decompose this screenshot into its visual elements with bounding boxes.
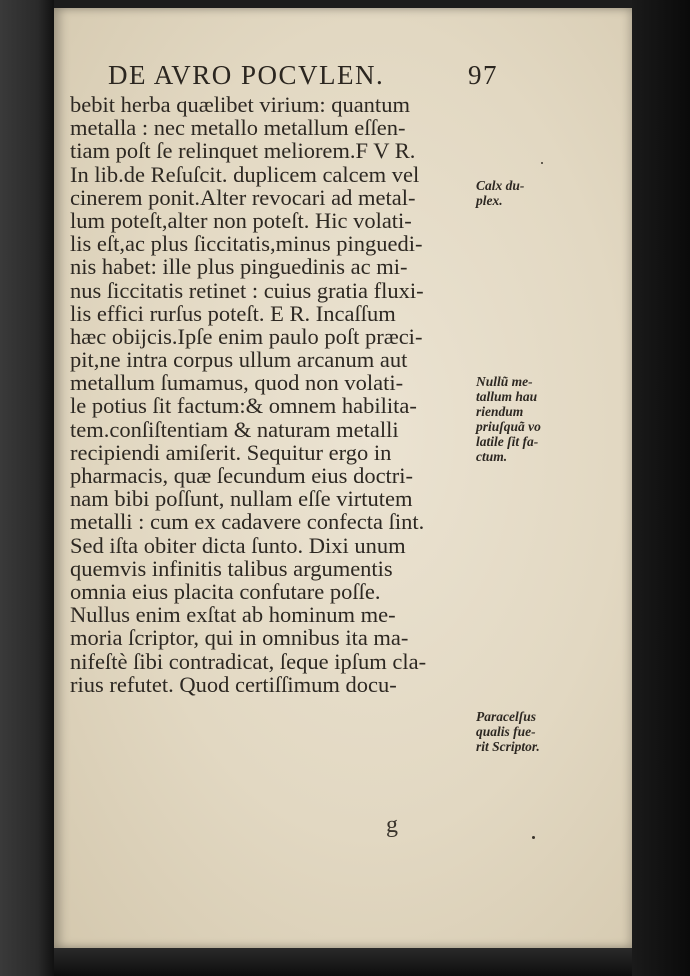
text-line: metalli : cum ex cadavere confecta ſint. <box>70 509 425 535</box>
body-text <box>70 93 475 696</box>
running-header <box>108 60 498 91</box>
text-line: nam bibi poſſunt, nullam eſſe virtutem <box>70 486 413 512</box>
page-number: 97 <box>468 60 498 90</box>
margin-note-line: ctum. <box>476 449 508 464</box>
ink-speck <box>532 836 535 839</box>
scan-border-left <box>0 0 54 976</box>
text-line: Nullus enim exſtat ab hominum me- <box>70 602 396 628</box>
text-line: hæc obijcis.Ipſe enim paulo poſt præci- <box>70 323 423 349</box>
text-line: nis habet: ille plus pinguedinis ac mi- <box>70 254 408 280</box>
text-line: Sed iſta obiter dicta ſunto. Dixi unum <box>70 532 406 558</box>
text-line: pharmacis, quæ ſecundum eius doctri- <box>70 463 414 488</box>
text-line: bebit herba quælibet virium: quantum <box>70 92 410 117</box>
text-line: lis eſt,ac plus ſiccitatis,minus pinguedi- <box>70 231 423 257</box>
margin-note-calx-duplex <box>476 178 524 208</box>
text-line: cinerem ponit.Alter revocari ad metal- <box>70 184 416 210</box>
scan-border-right <box>632 0 690 976</box>
signature-mark: g <box>386 812 398 838</box>
margin-note-line: riendum <box>476 404 524 419</box>
text-line: quemvis infinitis talibus argumentis <box>70 555 393 581</box>
text-line: recipiendi amiſerit. Sequitur ergo in <box>70 439 392 465</box>
text-line: nifeſtè ſibi contradicat, ſeque ipſum cla- <box>70 648 427 674</box>
text-line: nus ſiccitatis retinet : cuius gratia fluxi- <box>70 277 424 303</box>
text-line: metalla : nec metallo metallum eſſen- <box>70 115 406 141</box>
margin-note-paracelsus <box>476 709 540 754</box>
text-line: pit,ne intra corpus ullum arcanum aut <box>70 347 408 373</box>
margin-note-line: tallum hau <box>476 389 538 404</box>
text-line: lis effici rurſus poteſt. E R. Incaſſum <box>70 300 396 326</box>
text-line: le potius ſit factum:& omnem habilita- <box>70 393 417 419</box>
text-line: moria ſcriptor, qui in omnibus ita ma- <box>70 625 409 651</box>
text-line: metallum ſumamus, quod non volati- <box>70 370 404 396</box>
margin-note-line: rit Scriptor. <box>476 739 540 754</box>
margin-note-line: priuſquã vo <box>476 419 541 434</box>
text-line: tem.conſiſtentiam & naturam metalli <box>70 416 399 442</box>
text-line: rius refutet. Quod certiſſimum docu- <box>70 671 397 697</box>
text-line: lum poteſt,alter non poteſt. Hic volati- <box>70 207 412 233</box>
margin-note-line: Calx du- <box>476 178 525 193</box>
margin-note-nullum-metallum <box>476 374 541 464</box>
text-line: omnia eius placita confutare poſſe. <box>70 578 381 604</box>
ink-speck <box>541 162 543 164</box>
margin-note-line: Nullũ me- <box>476 374 533 389</box>
text-line: In lib.de Reſuſcit. duplicem calcem vel <box>70 161 420 187</box>
margin-note-line: latile ſit fa- <box>476 434 539 449</box>
margin-note-line: qualis fue- <box>476 724 536 739</box>
text-line: tiam poſt ſe relinquet meliorem.F V R. <box>70 138 416 164</box>
scan-border-bottom <box>54 948 632 976</box>
scan-border-top <box>54 0 632 8</box>
margin-note-line: Paracelſus <box>476 709 536 724</box>
margin-note-line: plex. <box>476 193 503 208</box>
running-title: DE AVRO POCVLEN. <box>108 60 385 90</box>
